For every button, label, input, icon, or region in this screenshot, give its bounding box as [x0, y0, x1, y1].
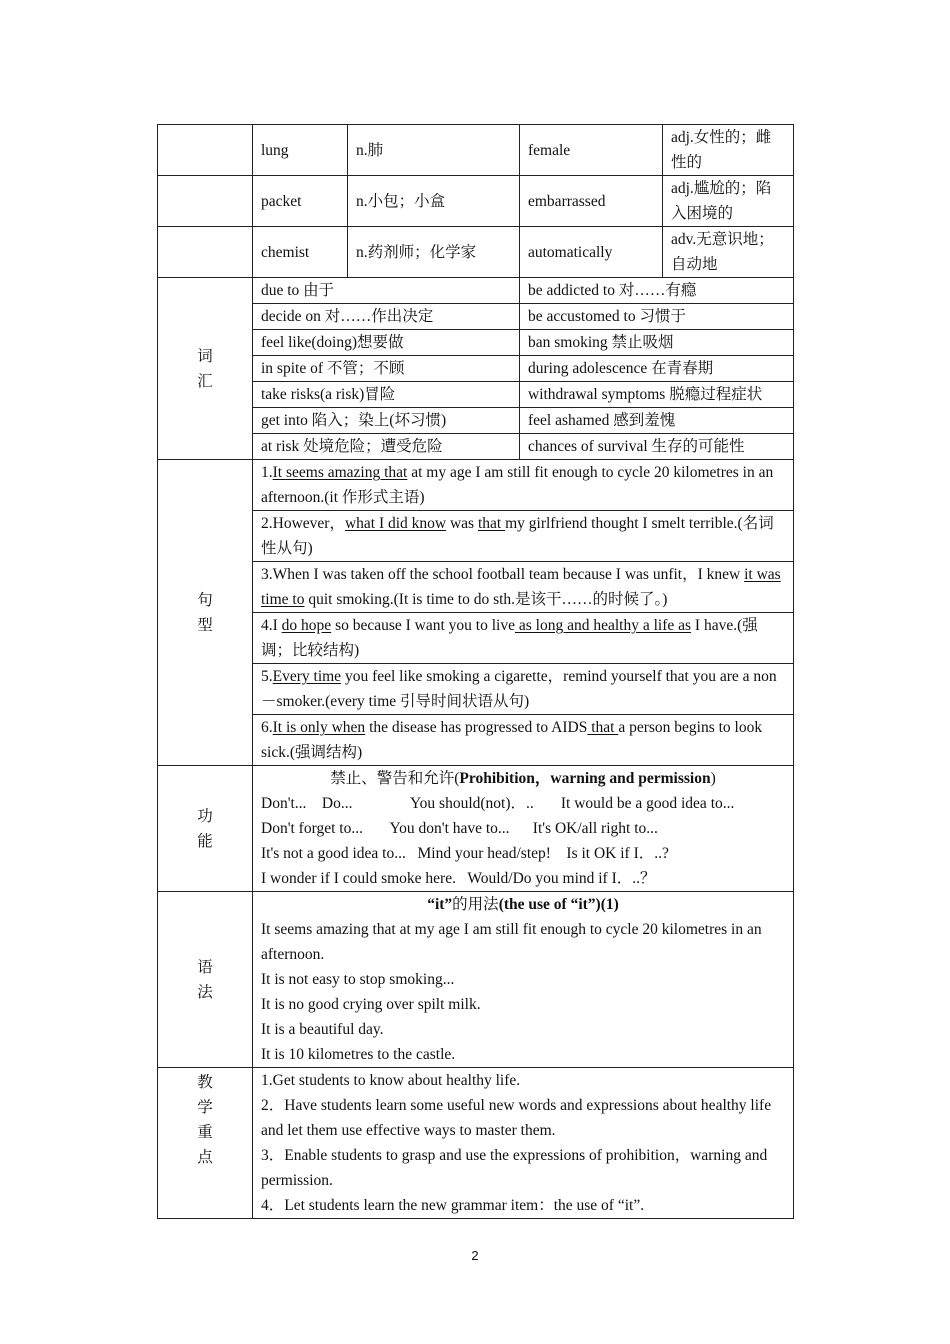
function-content — [253, 766, 794, 892]
vocab-phrase: be accustomed to 习惯于 — [520, 304, 794, 330]
vocab-phrase: be addicted to 对……有瘾 — [520, 278, 794, 304]
vocab-row — [158, 408, 794, 434]
vocab-row — [158, 278, 794, 304]
sentence-row — [158, 460, 794, 511]
word-cn: n.肺 — [348, 125, 520, 176]
word-en: packet — [253, 176, 348, 227]
sentence-6: 6.It is only when the disease has progressed to AIDS that a person begins to look sick.(强调结构) — [253, 715, 794, 766]
sentence-row — [158, 715, 794, 766]
vocab-phrase: at risk 处境危险；遭受危险 — [253, 434, 520, 460]
function-header: 功能 — [158, 766, 253, 892]
vocab-phrase: get into 陷入；染上(坏习惯) — [253, 408, 520, 434]
function-line: Don't forget to... You don't have to... It's OK/all right to... — [261, 820, 658, 837]
vocab-phrase: take risks(a risk)冒险 — [253, 382, 520, 408]
focus-content — [253, 1068, 794, 1219]
grammar-title: “it”的用法(the use of “it”)(1) — [427, 896, 619, 913]
vocab-phrase: due to 由于 — [253, 278, 520, 304]
lesson-table-frame — [157, 124, 793, 1219]
lesson-table — [157, 124, 794, 1219]
vocab-phrase: feel ashamed 感到羞愧 — [520, 408, 794, 434]
word-cn: n.小包；小盒 — [348, 176, 520, 227]
grammar-example: It is a beautiful day. — [261, 1021, 384, 1038]
function-line: I wonder if I could smoke here. Would/Do you mind if I．..？ — [261, 870, 656, 887]
vocab-row — [158, 434, 794, 460]
word-row — [158, 176, 794, 227]
sentence-header: 句型 — [158, 460, 253, 766]
word-row — [158, 227, 794, 278]
sentence-3: 3.When I was taken off the school football team because I was unfit，I knew it was time to quit smoking.(It is time to do sth.是该干……的时候了。) — [253, 562, 794, 613]
vocab-row — [158, 382, 794, 408]
sentence-row — [158, 664, 794, 715]
sentence-2: 2.However，what I did know was that my girlfriend thought I smelt terrible.(名词性从句) — [253, 511, 794, 562]
vocab-phrase: chances of survival 生存的可能性 — [520, 434, 794, 460]
vocab-phrase: withdrawal symptoms 脱瘾过程症状 — [520, 382, 794, 408]
word-cn: n.药剂师；化学家 — [348, 227, 520, 278]
word-en: chemist — [253, 227, 348, 278]
sentence-row — [158, 562, 794, 613]
sentence-row — [158, 613, 794, 664]
function-title: 禁止、警告和允许(Prohibition，warning and permission) — [330, 770, 716, 787]
vocab-row — [158, 356, 794, 382]
focus-item: 3．Enable students to grasp and use the expressions of prohibition，warning and permission. — [261, 1147, 768, 1189]
empty-header-cell — [158, 227, 253, 278]
vocab-row — [158, 304, 794, 330]
empty-header-cell — [158, 176, 253, 227]
function-line: Don't... Do... You should(not)．.. It would be a good idea to... — [261, 795, 735, 812]
function-row — [158, 766, 794, 892]
empty-header-cell — [158, 125, 253, 176]
grammar-header: 语法 — [158, 892, 253, 1068]
focus-item: 4．Let students learn the new grammar item：the use of “it”. — [261, 1197, 645, 1214]
word-en: automatically — [520, 227, 663, 278]
focus-row — [158, 1068, 794, 1219]
word-en: embarrassed — [520, 176, 663, 227]
grammar-example: It is no good crying over spilt milk. — [261, 996, 481, 1013]
grammar-row — [158, 892, 794, 1068]
sentence-4: 4.I do hope so because I want you to live as long and healthy a life as I have.(强调；比较结构) — [253, 613, 794, 664]
sentence-5: 5.Every time you feel like smoking a cigarette，remind yourself that you are a non－smoker.(every time 引导时间状语从句) — [253, 664, 794, 715]
vocab-phrase: in spite of 不管；不顾 — [253, 356, 520, 382]
page-number: 2 — [471, 1248, 479, 1263]
grammar-content — [253, 892, 794, 1068]
focus-item: 2．Have students learn some useful new words and expressions about healthy life and let them use effective ways to master them. — [261, 1097, 772, 1139]
grammar-example: It seems amazing that at my age I am still fit enough to cycle 20 kilometres in an afternoon. — [261, 921, 762, 963]
grammar-example: It is 10 kilometres to the castle. — [261, 1046, 456, 1063]
focus-item: 1.Get students to know about healthy life. — [261, 1072, 521, 1089]
vocab-header: 词汇 — [158, 278, 253, 460]
vocab-phrase: ban smoking 禁止吸烟 — [520, 330, 794, 356]
function-line: It's not a good idea to... Mind your head/step! Is it OK if I．..? — [261, 845, 669, 862]
word-en: lung — [253, 125, 348, 176]
word-cn: adj.女性的；雌性的 — [663, 125, 794, 176]
vocab-phrase: during adolescence 在青春期 — [520, 356, 794, 382]
sentence-row — [158, 511, 794, 562]
sentence-1: 1.It seems amazing that at my age I am still fit enough to cycle 20 kilometres in an afternoon.(it 作形式主语) — [253, 460, 794, 511]
grammar-example: It is not easy to stop smoking... — [261, 971, 455, 988]
word-en: female — [520, 125, 663, 176]
focus-header: 教学重点 — [158, 1068, 253, 1219]
word-cn: adv.无意识地；自动地 — [663, 227, 794, 278]
vocab-phrase: decide on 对……作出决定 — [253, 304, 520, 330]
vocab-row — [158, 330, 794, 356]
word-cn: adj.尴尬的；陷入困境的 — [663, 176, 794, 227]
word-row — [158, 125, 794, 176]
vocab-phrase: feel like(doing)想要做 — [253, 330, 520, 356]
